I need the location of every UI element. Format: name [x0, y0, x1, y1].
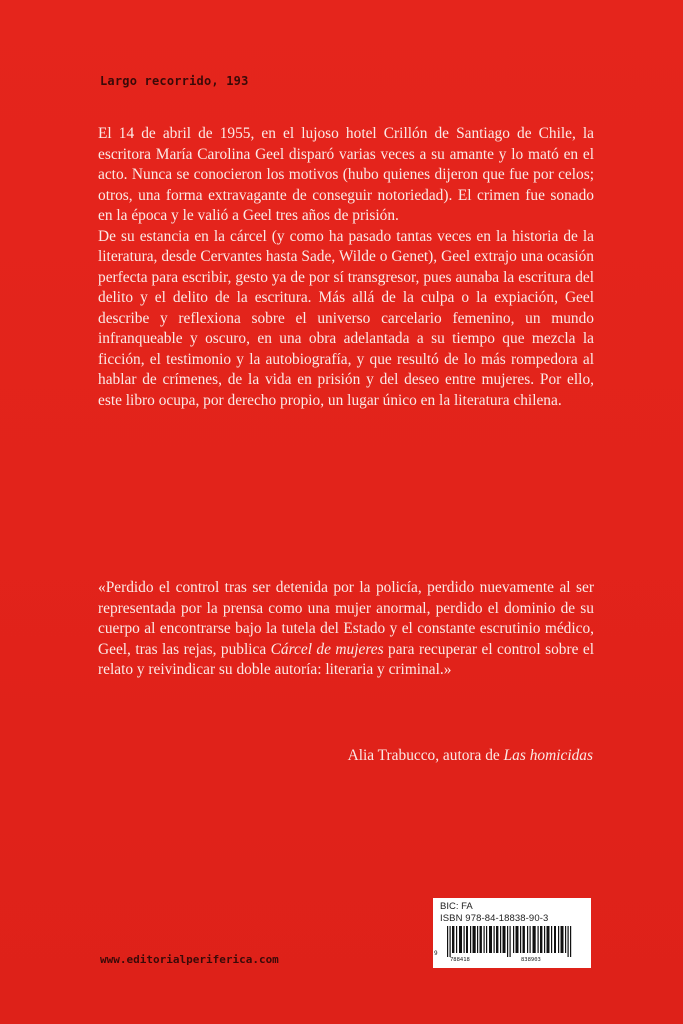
publisher-website[interactable]: www.editorialperiferica.com	[100, 953, 279, 966]
attribution-work: Las homicidas	[503, 747, 593, 764]
description-paragraph-2: De su estancia en la cárcel (y como ha pasado tantas veces en la historia de la literatura, desde Cervantes hasta Sade, Wilde o Genet), Geel extrajo una ocasión perfecta para escribir, gesto ya de por sí transgresor, pues aunaba la escritura del delito y el delito de la escritura. Más allá de la culpa o la expiación, Geel describe y reflexiona sobre el universo carcelario femenino, un mundo infranqueable y oscuro, en una obra adelantada a su tiempo que mezcla la ficción, el testimonio y la autobiografía, y que resultó de lo más rompedora al hablar de crímenes, de la vida en prisión y del deseo entre mujeres. Por ello, este libro ocupa, por derecho propio, un lugar único en la literatura chilena.	[98, 227, 594, 409]
barcode-icon	[439, 926, 583, 959]
isbn-number: ISBN 978-84-18838-90-3	[440, 913, 549, 924]
book-description	[98, 124, 594, 411]
barcode-panel	[433, 898, 591, 968]
barcode-digit-left: 9	[434, 950, 438, 957]
quote-text-end: para recuperar el control sobre el relato y reivindicar su doble autoría: literaria y criminal.»	[98, 640, 594, 678]
barcode-digits-right-group: 838903	[521, 957, 541, 963]
barcode-digits-left-group: 788418	[450, 957, 470, 963]
quote-book-title: Cárcel de mujeres	[270, 640, 384, 658]
description-paragraph-1: El 14 de abril de 1955, en el lujoso hotel Crillón de Santiago de Chile, la escritora María Carolina Geel disparó varias veces a su amante y lo mató en el acto. Nunca se conocieron los motivos (hubo quienes dijeron que fue por celos; otros, una forma extravagante de conseguir notoriedad). El crimen fue sonado en la época y le valió a Geel tres años de prisión.	[98, 125, 594, 224]
quote-attribution	[348, 746, 593, 766]
attribution-author: Alia Trabucco, autora de	[347, 747, 504, 764]
bic-code: BIC: FA	[440, 901, 473, 912]
blurb-quote	[98, 578, 594, 681]
series-label: Largo recorrido, 193	[100, 74, 249, 88]
quote-text-start: «Perdido el control tras ser detenida por la policía, perdido nuevamente al ser representada por la prensa como una mujer anormal, perdido el dominio de su cuerpo al encontrarse bajo la tutela del Estado y el constante escrutinio médico, Geel, tras las rejas, publica	[98, 579, 594, 658]
